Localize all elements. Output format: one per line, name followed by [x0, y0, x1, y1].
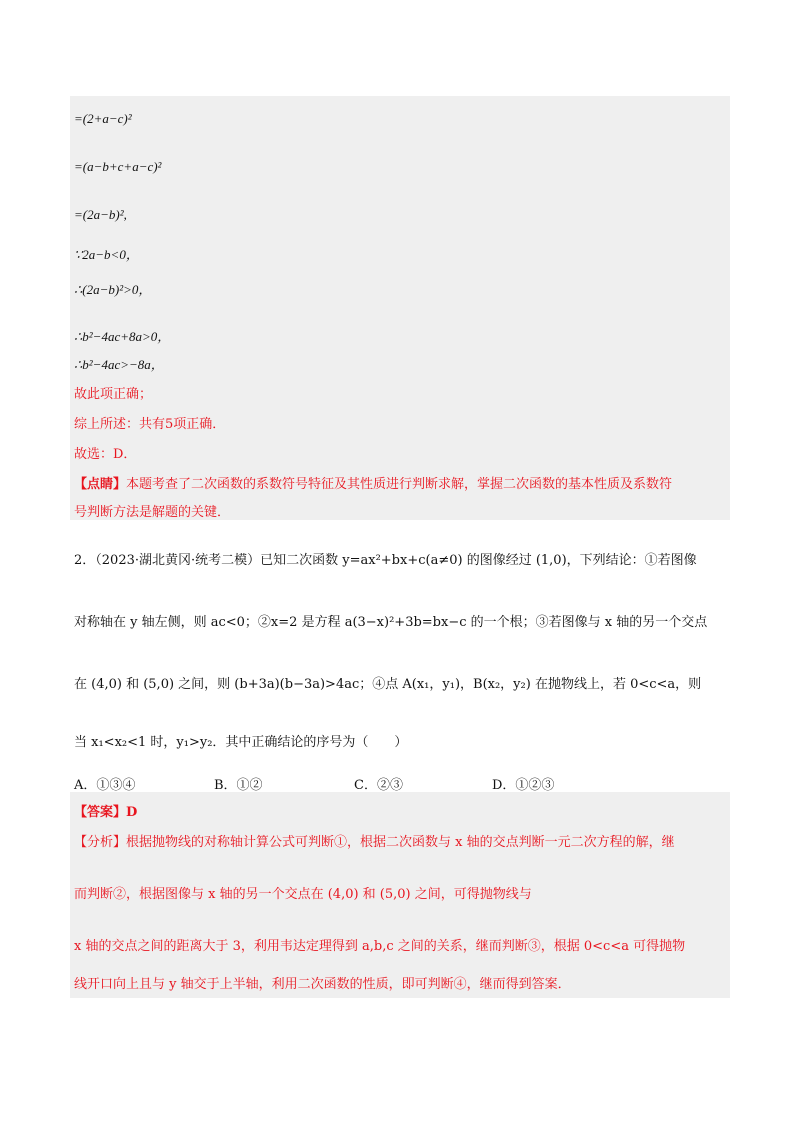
question-line-3: 在 (4,0) 和 (5,0) 之间，则 (b+3a)(b−3a)>4ac；④点 A(x₁，y₁)，B(x₂，y₂) 在抛物线上，若 0<c<a，则 — [74, 677, 702, 692]
conclusion-text: 故此项正确； — [74, 387, 153, 402]
analysis-line-2: 而判断②，根据图像与 x 轴的另一个交点在 (4,0) 和 (5,0) 之间，可得抛物线与 — [74, 887, 532, 902]
math-line-5: ∴(2a−b)²>0， — [74, 282, 152, 297]
math-line-2: =(a−b+c+a−c)² — [74, 159, 162, 174]
analysis-line-4: 线开口向上且与 y 轴交于上半轴，利用二次函数的性质，即可判断④，继而得到答案． — [74, 977, 571, 992]
question-line-1: 2．（2023·湖北黄冈·统考二模）已知二次函数 y=ax²+bx+c(a≠0) 的图像经过 (1,0)，下列结论：①若图像 — [74, 553, 697, 568]
math-line-7: ∴b²−4ac>−8a， — [74, 357, 164, 372]
solution-shade — [70, 96, 730, 520]
math-line-6: ∴b²−4ac+8a>0， — [74, 329, 171, 344]
math-line-4: ∵2a−b<0， — [74, 247, 139, 262]
comment-line-2: 号判断方法是解题的关键． — [74, 505, 231, 520]
math-line-3: =(2a−b)², — [74, 207, 127, 222]
choice-b[interactable]: B．①② — [214, 778, 263, 793]
question-line-4: 当 x₁<x₂<1 时，y₁>y₂．其中正确结论的序号为（ ） — [74, 735, 408, 750]
answer-choice-text: 故选：D． — [74, 447, 137, 462]
analysis-line-1: 【分析】根据抛物线的对称轴计算公式可判断①，根据二次函数与 x 轴的交点判断一元二次方程的解，继 — [74, 835, 675, 850]
comment-line-1 — [74, 476, 672, 494]
choice-c[interactable]: C．②③ — [354, 778, 403, 793]
choice-d[interactable]: D．①②③ — [492, 778, 555, 793]
comment-tag: 【点睛】 — [74, 477, 127, 492]
summary-text: 综上所述：共有5项正确． — [74, 417, 226, 432]
comment-text-1: 本题考查了二次函数的系数符号特征及其性质进行判断求解，掌握二次函数的基本性质及系数符 — [126, 477, 673, 492]
math-line-1: =(2+a−c)² — [74, 111, 132, 126]
question-line-2: 对称轴在 y 轴左侧，则 ac<0；②x=2 是方程 a(3−x)²+3b=bx−c 的一个根；③若图像与 x 轴的另一个交点 — [74, 615, 708, 630]
choice-a[interactable]: A．①③④ — [74, 778, 136, 793]
answer-label: 【答案】D — [74, 805, 138, 820]
analysis-line-3: x 轴的交点之间的距离大于 3，利用韦达定理得到 a,b,c 之间的关系，继而判断③，根据 0<c<a 可得抛物 — [74, 939, 686, 954]
